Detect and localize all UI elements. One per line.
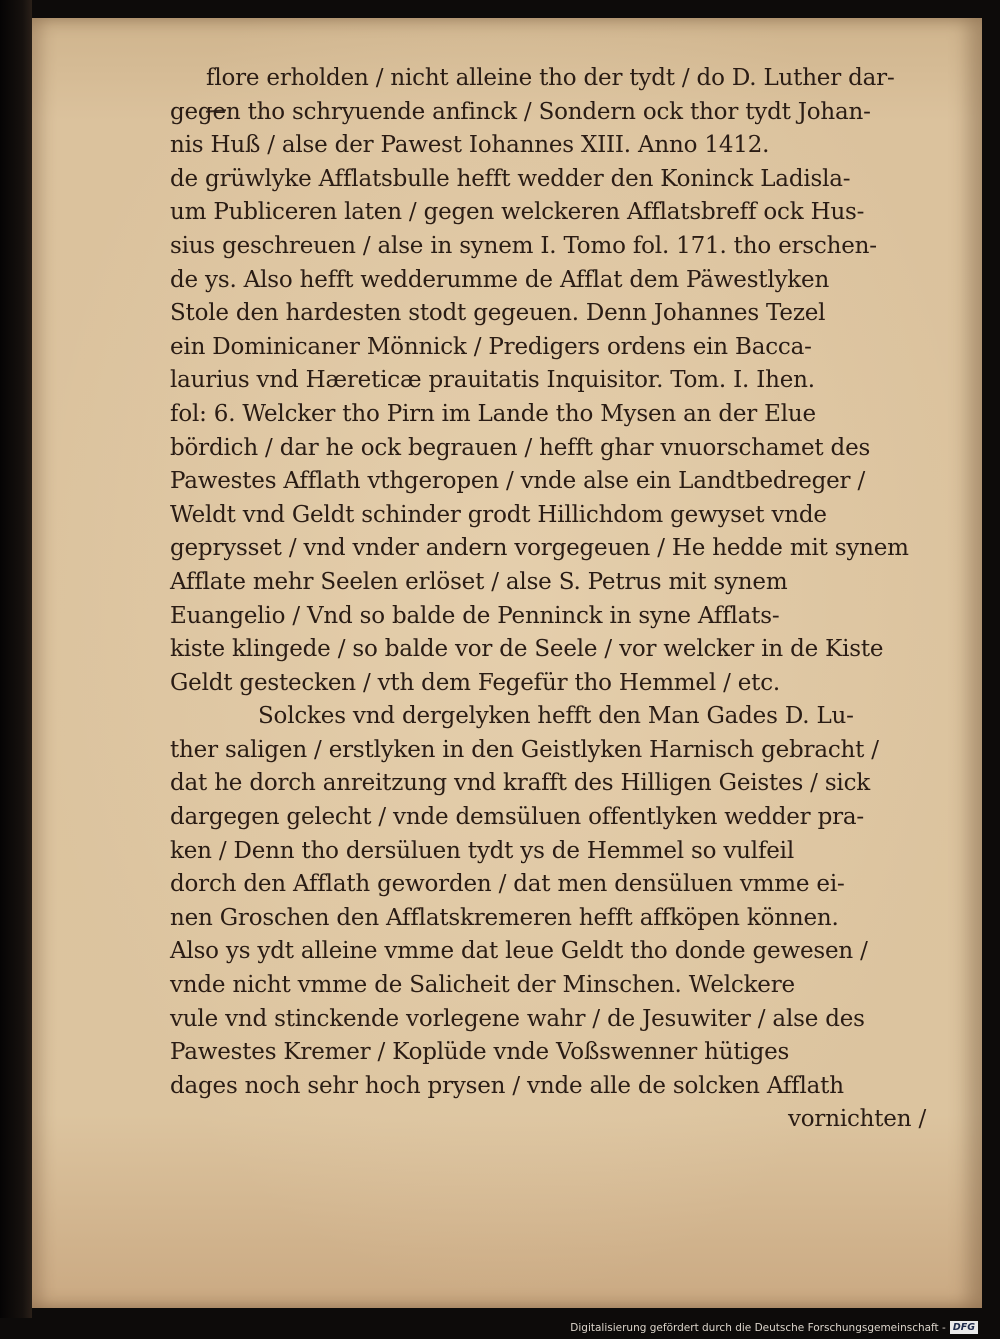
- text-line: nis Huß / alse der Pawest Iohannes XIII. Anno 1412.: [170, 132, 770, 159]
- text-line: geprysset / vnd vnder andern vorgegeuen / He hedde mit synem: [170, 535, 909, 562]
- text-line: de ys. Also hefft wedderumme de Afflat dem Päwestlyken: [170, 266, 830, 293]
- footer-text: Digitalisierung gefördert durch die Deutsche Forschungsgemeinschaft -: [570, 1321, 946, 1334]
- text-line: Geldt gestecken / vth dem Fegefür tho Hemmel / etc.: [170, 669, 781, 696]
- text-line: sius geschreuen / alse in synem I. Tomo fol. 171. tho erschen-: [170, 232, 877, 259]
- text-line: ein Dominicaner Mönnick / Predigers ordens ein Bacca-: [170, 333, 812, 360]
- text-line: Weldt vnd Geldt schinder grodt Hillichdom gewyset vnde: [170, 501, 827, 528]
- text-line: de grüwlyke Afflatsbulle hefft wedder den Koninck Ladisla-: [170, 165, 851, 192]
- text-line: nen Groschen den Afflatskremeren hefft affköpen können.: [170, 904, 839, 931]
- text-line: vule vnd stinckende vorlegene wahr / de Jesuwiter / alse des: [170, 1005, 865, 1032]
- text-line: Afflate mehr Seelen erlöset / alse S. Petrus mit synem: [170, 568, 788, 595]
- page-text: [170, 62, 940, 1137]
- dfg-logo: DFG: [950, 1321, 978, 1334]
- text-line: bördich / dar he ock begrauen / hefft ghar vnuorschamet des: [170, 434, 871, 461]
- text-line: gegen tho schryuende anfinck / Sondern ock thor tydt Johan-: [170, 98, 871, 125]
- text-line: ken / Denn tho dersüluen tydt ys de Hemmel so vulfeil: [170, 837, 794, 864]
- text-line: Pawestes Afflath vthgeropen / vnde alse ein Landtbedreger /: [170, 468, 865, 495]
- text-line: Pawestes Kremer / Koplüde vnde Voßswenner hütiges: [170, 1039, 790, 1066]
- text-line: Euangelio / Vnd so balde de Penninck in syne Afflats-: [170, 602, 780, 629]
- text-line: dorch den Afflath geworden / dat men densüluen vmme ei-: [170, 871, 845, 898]
- scan-dark-border: [0, 0, 32, 1318]
- text-line: dargegen gelecht / vnde demsüluen offentlyken wedder pra-: [170, 804, 864, 831]
- text-line: Solckes vnd dergelyken hefft den Man Gades D. Lu-: [258, 703, 854, 730]
- text-line: vnde nicht vmme de Salicheit der Minschen. Welckere: [170, 972, 795, 999]
- text-line: Also ys ydt alleine vmme dat leue Geldt tho donde gewesen /: [170, 938, 868, 965]
- text-line: ther saligen / erstlyken in den Geistlyken Harnisch gebracht /: [170, 736, 879, 763]
- text-line: Stole den hardesten stodt gegeuen. Denn Johannes Tezel: [170, 300, 826, 327]
- text-line: flore erholden / nicht alleine tho der tydt / do D. Luther dar-: [206, 65, 895, 91]
- text-line: um Publiceren laten / gegen welckeren Afflatsbreff ock Hus-: [170, 199, 865, 226]
- catchword: vornichten /: [787, 1106, 926, 1133]
- text-line: dages noch sehr hoch prysen / vnde alle de solcken Afflath: [170, 1072, 844, 1099]
- text-line: laurius vnd Hæreticæ prauitatis Inquisitor. Tom. I. Ihen.: [170, 367, 815, 394]
- text-line: fol: 6. Welcker tho Pirn im Lande tho Mysen an der Elue: [170, 400, 816, 427]
- text-line: dat he dorch anreitzung vnd krafft des Hilligen Geistes / sick: [170, 770, 871, 797]
- text-line: kiste klingede / so balde vor de Seele / vor welcker in de Kiste: [170, 636, 884, 663]
- funding-footer: [570, 1321, 978, 1334]
